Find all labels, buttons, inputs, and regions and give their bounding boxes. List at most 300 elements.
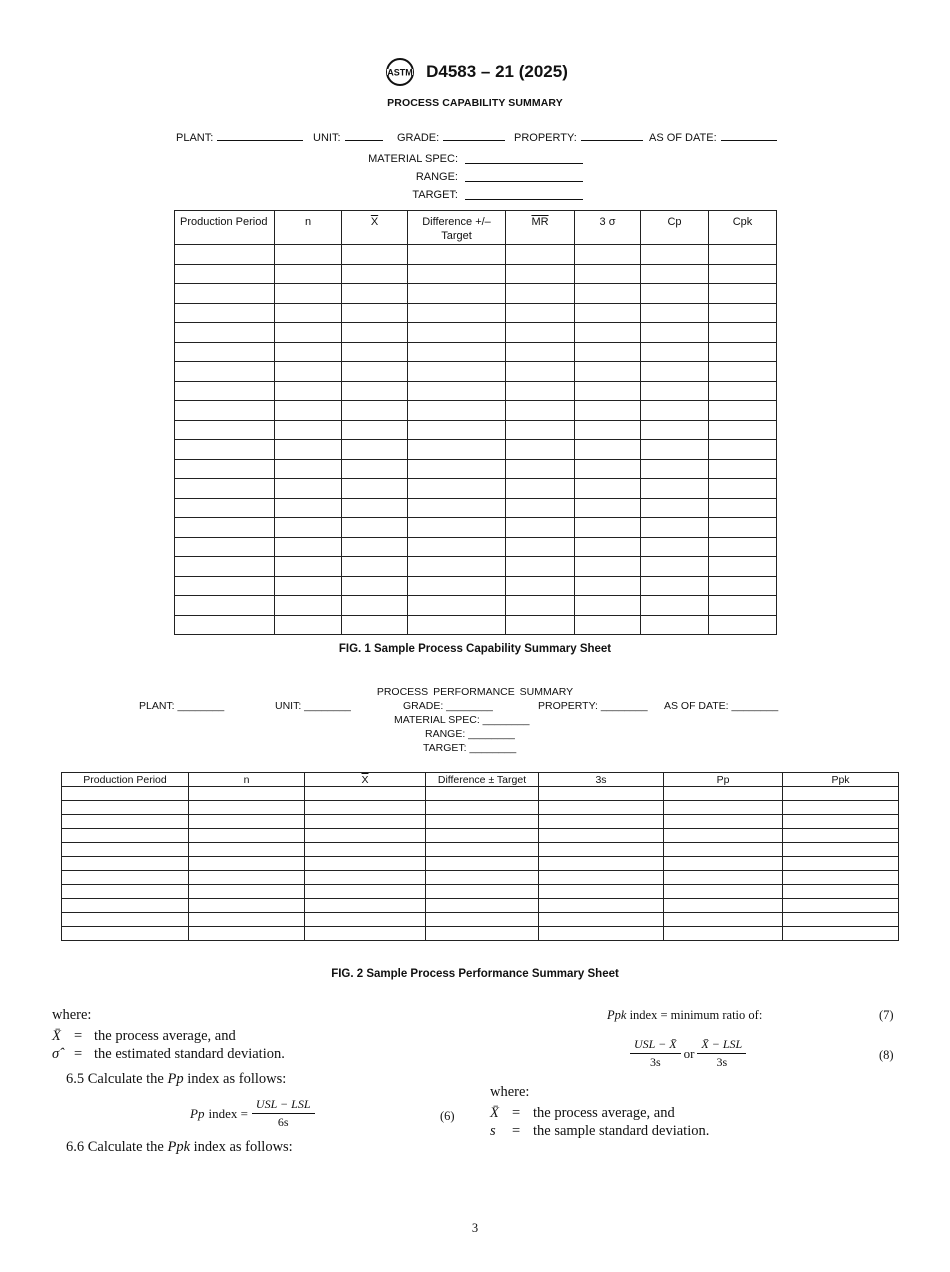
fig1-table-cell[interactable] [275, 498, 342, 518]
fig1-table-cell[interactable] [709, 381, 777, 401]
fig1-table-cell[interactable] [709, 245, 777, 265]
fig1-table-cell[interactable] [275, 245, 342, 265]
eq8-fraction-1 [630, 1037, 681, 1070]
fig1-table-cell[interactable] [709, 264, 777, 284]
fig1-table-cell[interactable] [408, 615, 506, 635]
fig2-table-row [62, 885, 899, 899]
fig1-table-cell[interactable] [575, 459, 641, 479]
fig1-table-cell[interactable] [342, 284, 408, 304]
fig2-as-of-date-field: AS OF DATE: ________ [664, 700, 779, 712]
fig2-table-cell[interactable] [426, 927, 539, 941]
fig2-table-cell[interactable] [783, 885, 899, 899]
fig2-table-cell[interactable] [664, 871, 783, 885]
fig2-grade-field: GRADE: ________ [403, 700, 493, 712]
eq6-denominator: 6s [277, 1115, 289, 1129]
fig2-table-cell[interactable] [305, 843, 426, 857]
def4-text: the sample standard deviation. [533, 1123, 710, 1139]
section-6-5-index: Pp [167, 1071, 184, 1087]
fig1-table-cell[interactable] [342, 576, 408, 596]
fig1-table-cell[interactable] [342, 245, 408, 265]
fig1-table-cell[interactable] [175, 245, 275, 265]
fig1-table-cell[interactable] [641, 420, 709, 440]
fig1-table-cell[interactable] [709, 440, 777, 460]
fig1-range-label: RANGE: [415, 171, 458, 183]
eq8-numerator-2: X̄ − LSL [697, 1037, 746, 1054]
fig1-table-cell[interactable] [506, 284, 575, 304]
eq8-or: or [683, 1045, 695, 1061]
fig2-table-cell[interactable] [426, 871, 539, 885]
fig2-table-cell[interactable] [539, 857, 664, 871]
fig1-table-cell[interactable] [575, 518, 641, 538]
fig1-table-cell[interactable] [342, 362, 408, 382]
fig2-col-production-period: Production Period [62, 773, 189, 787]
fig1-table-cell[interactable] [275, 303, 342, 323]
fig2-table-cell[interactable] [664, 829, 783, 843]
fig1-table-row [175, 576, 777, 596]
fig1-table-cell[interactable] [641, 557, 709, 577]
fig2-table-cell[interactable] [539, 913, 664, 927]
fig1-table-cell[interactable] [506, 342, 575, 362]
eq8-numerator-1: USL − X̄ [630, 1037, 681, 1054]
fig1-table-cell[interactable] [275, 596, 342, 616]
fig1-table-cell[interactable] [575, 401, 641, 421]
fig2-table-cell[interactable] [664, 815, 783, 829]
fig2-table-cell[interactable] [539, 829, 664, 843]
fig1-table-cell[interactable] [506, 498, 575, 518]
fig2-table-cell[interactable] [189, 815, 305, 829]
fig2-table-cell[interactable] [189, 787, 305, 801]
fig1-table-cell[interactable] [175, 284, 275, 304]
fig1-table-cell[interactable] [641, 615, 709, 635]
fig2-table-row [62, 843, 899, 857]
fig1-table-cell[interactable] [408, 518, 506, 538]
fig1-table-cell[interactable] [175, 420, 275, 440]
fig1-table-cell[interactable] [275, 537, 342, 557]
fig1-table-cell[interactable] [175, 303, 275, 323]
fig1-table-cell[interactable] [408, 303, 506, 323]
fig2-table-cell[interactable] [539, 843, 664, 857]
fig2-table-cell[interactable] [305, 899, 426, 913]
fig1-table-cell[interactable] [575, 245, 641, 265]
fig2-col-n: n [189, 773, 305, 787]
fig1-table-cell[interactable] [175, 381, 275, 401]
fig2-table-cell[interactable] [426, 899, 539, 913]
fig1-table-cell[interactable] [506, 264, 575, 284]
fig1-as-of-date-label: AS OF DATE: [649, 132, 717, 144]
fig1-table-cell[interactable] [575, 303, 641, 323]
fig2-col-xbar [305, 773, 426, 787]
fig1-table-cell[interactable] [175, 518, 275, 538]
fig2-property-field: PROPERTY: ________ [538, 700, 648, 712]
fig1-table-cell[interactable] [641, 479, 709, 499]
eq8-fraction-2 [697, 1037, 746, 1070]
fig2-table-cell[interactable] [189, 829, 305, 843]
fig2-table-cell[interactable] [305, 857, 426, 871]
fig1-table-cell[interactable] [175, 596, 275, 616]
fig1-table-cell[interactable] [275, 459, 342, 479]
fig1-table-cell[interactable] [275, 323, 342, 343]
fig2-table-cell[interactable] [664, 899, 783, 913]
fig1-table-cell[interactable] [275, 615, 342, 635]
fig1-table-cell[interactable] [175, 576, 275, 596]
section-6-6-post: index as follows: [193, 1139, 293, 1155]
fig1-table-cell[interactable] [709, 498, 777, 518]
fig1-table-cell[interactable] [275, 576, 342, 596]
fig1-table-cell[interactable] [641, 537, 709, 557]
fig2-table-cell[interactable] [539, 815, 664, 829]
fig1-table-cell[interactable] [641, 323, 709, 343]
fig2-table-cell[interactable] [539, 885, 664, 899]
fig1-table-cell[interactable] [408, 596, 506, 616]
fig2-table-cell[interactable] [783, 927, 899, 941]
fig1-table-cell[interactable] [575, 479, 641, 499]
fig2-table-cell[interactable] [783, 913, 899, 927]
fig2-table-cell[interactable] [189, 927, 305, 941]
fig2-table-cell[interactable] [426, 815, 539, 829]
fig1-table-row [175, 615, 777, 635]
fig2-table-cell[interactable] [305, 815, 426, 829]
fig1-table-cell[interactable] [175, 498, 275, 518]
fig1-table-cell[interactable] [709, 284, 777, 304]
fig2-table-cell[interactable] [426, 857, 539, 871]
fig2-table-cell[interactable] [189, 843, 305, 857]
fig1-table-cell[interactable] [175, 264, 275, 284]
eq6-number: (6) [440, 1109, 455, 1123]
fig2-table-cell[interactable] [426, 801, 539, 815]
fig1-table-cell[interactable] [709, 479, 777, 499]
fig1-table-cell[interactable] [641, 459, 709, 479]
equation-8 [630, 1037, 746, 1070]
section-6-5 [66, 1071, 286, 1088]
fig1-table-cell[interactable] [709, 615, 777, 635]
fig1-table-cell[interactable] [342, 615, 408, 635]
fig2-range-field: RANGE: ________ [425, 728, 515, 740]
fig2-table-cell[interactable] [783, 899, 899, 913]
fig1-table-cell[interactable] [275, 362, 342, 382]
fig1-table-cell[interactable] [175, 479, 275, 499]
fig1-table-cell[interactable] [408, 537, 506, 557]
fig1-table-cell[interactable] [342, 557, 408, 577]
fig2-table-cell[interactable] [664, 787, 783, 801]
fig1-table-cell[interactable] [342, 479, 408, 499]
fig2-table-cell[interactable] [189, 885, 305, 899]
fig1-table-cell[interactable] [342, 303, 408, 323]
fig1-table-cell[interactable] [342, 323, 408, 343]
fig2-table-cell[interactable] [305, 787, 426, 801]
fig1-table-cell[interactable] [641, 596, 709, 616]
fig2-table-cell[interactable] [189, 857, 305, 871]
fig1-table-cell[interactable] [275, 440, 342, 460]
fig1-table-cell[interactable] [408, 459, 506, 479]
fig2-table-cell[interactable] [305, 885, 426, 899]
fig1-table-cell[interactable] [575, 440, 641, 460]
fig1-table-cell[interactable] [641, 264, 709, 284]
fig2-table-cell[interactable] [783, 787, 899, 801]
fig2-plant-field: PLANT: ________ [139, 700, 225, 712]
fig1-table-cell[interactable] [408, 498, 506, 518]
fig1-table-cell[interactable] [342, 401, 408, 421]
fig1-table-cell[interactable] [408, 576, 506, 596]
fig1-table-cell[interactable] [575, 615, 641, 635]
fig1-table-cell[interactable] [175, 342, 275, 362]
fig1-table-cell[interactable] [408, 284, 506, 304]
fig1-table-cell[interactable] [709, 537, 777, 557]
fig1-table-cell[interactable] [709, 518, 777, 538]
fig2-table-cell[interactable] [189, 899, 305, 913]
fig1-table-cell[interactable] [342, 459, 408, 479]
fig1-table-cell[interactable] [275, 381, 342, 401]
fig1-table-cell[interactable] [709, 303, 777, 323]
fig1-table-cell[interactable] [342, 264, 408, 284]
fig1-table-cell[interactable] [575, 323, 641, 343]
fig1-table-cell[interactable] [175, 459, 275, 479]
fig1-table-cell[interactable] [575, 596, 641, 616]
fig1-plant-label: PLANT: [176, 132, 214, 144]
fig1-table-cell[interactable] [408, 420, 506, 440]
eq6-lhs-text: index = [208, 1105, 248, 1121]
fig1-table-cell[interactable] [641, 245, 709, 265]
fig1-table-cell[interactable] [506, 303, 575, 323]
fig2-table-cell[interactable] [426, 843, 539, 857]
fig1-table-cell[interactable] [342, 498, 408, 518]
fig1-table-cell[interactable] [575, 537, 641, 557]
fig1-table-cell[interactable] [408, 264, 506, 284]
fig1-unit-label: UNIT: [313, 132, 341, 144]
fig1-table-cell[interactable] [641, 440, 709, 460]
fig1-table-cell[interactable] [709, 342, 777, 362]
fig1-table-cell[interactable] [342, 537, 408, 557]
fig2-table-cell[interactable] [305, 927, 426, 941]
fig1-table-cell[interactable] [408, 245, 506, 265]
fig1-table-cell[interactable] [506, 323, 575, 343]
fig1-col-3sigma: 3 σ [575, 211, 641, 245]
fig1-table-cell[interactable] [575, 381, 641, 401]
fig1-table-cell[interactable] [506, 381, 575, 401]
fig1-table-row [175, 420, 777, 440]
fig2-table-cell[interactable] [426, 787, 539, 801]
fig1-table-cell[interactable] [506, 459, 575, 479]
fig1-table-cell[interactable] [408, 479, 506, 499]
fig2-table-cell[interactable] [426, 913, 539, 927]
fig1-table [174, 210, 777, 635]
fig1-table-cell[interactable] [275, 557, 342, 577]
fig1-table-cell[interactable] [709, 557, 777, 577]
fig1-table-cell[interactable] [506, 479, 575, 499]
fig1-table-cell[interactable] [408, 440, 506, 460]
fig1-table-cell[interactable] [275, 401, 342, 421]
fig2-table-cell[interactable] [305, 801, 426, 815]
fig1-table-cell[interactable] [506, 518, 575, 538]
fig1-table-cell[interactable] [506, 537, 575, 557]
where2-label: where: [490, 1084, 530, 1100]
fig1-table-cell[interactable] [575, 362, 641, 382]
fig2-table-cell[interactable] [664, 843, 783, 857]
fig1-col-cp: Cp [641, 211, 709, 245]
fig2-table-cell[interactable] [62, 843, 189, 857]
fig2-unit-field: UNIT: ________ [275, 700, 351, 712]
fig1-table-cell[interactable] [641, 381, 709, 401]
fig1-col-mr-label: $\overline{MR}$ [531, 216, 549, 228]
fig1-table-cell[interactable] [641, 518, 709, 538]
fig1-table-cell[interactable] [408, 401, 506, 421]
fig2-table-cell[interactable] [664, 885, 783, 899]
fig1-table-cell[interactable] [175, 615, 275, 635]
fig1-table-cell[interactable] [342, 440, 408, 460]
fig1-table-cell[interactable] [342, 342, 408, 362]
fig1-table-cell[interactable] [175, 362, 275, 382]
fig2-table-cell[interactable] [426, 885, 539, 899]
def3-symbol: X̄ [490, 1105, 499, 1121]
def1-equals: = [74, 1028, 83, 1044]
fig1-table-cell[interactable] [641, 498, 709, 518]
fig1-table-row [175, 303, 777, 323]
fig1-table-cell[interactable] [709, 596, 777, 616]
fig1-table-row [175, 479, 777, 499]
fig1-col-xbar-label: $\overline{X}$ [370, 216, 379, 228]
fig1-table-cell[interactable] [175, 537, 275, 557]
fig2-table-cell[interactable] [62, 913, 189, 927]
fig2-table-cell[interactable] [62, 857, 189, 871]
fig2-table-cell[interactable] [783, 843, 899, 857]
fig2-table-cell[interactable] [539, 871, 664, 885]
fig1-table-cell[interactable] [575, 420, 641, 440]
fig2-table-cell[interactable] [62, 801, 189, 815]
fig1-table-cell[interactable] [641, 576, 709, 596]
fig2-table-cell[interactable] [783, 815, 899, 829]
fig1-table-cell[interactable] [175, 401, 275, 421]
fig2-table-cell[interactable] [62, 885, 189, 899]
fig2-table-cell[interactable] [62, 871, 189, 885]
fig1-col-xbar [342, 211, 408, 245]
fig2-title: PROCESS PERFORMANCE SUMMARY [376, 686, 574, 698]
fig1-table-cell[interactable] [275, 264, 342, 284]
fig2-table-row [62, 913, 899, 927]
fig2-table-cell[interactable] [189, 801, 305, 815]
fig1-table-cell[interactable] [506, 362, 575, 382]
fig2-table-cell[interactable] [664, 913, 783, 927]
fig2-table-cell[interactable] [426, 829, 539, 843]
fig2-table-cell[interactable] [189, 913, 305, 927]
fig2-col-xbar-label: $\overline{X}$ [361, 773, 369, 786]
fig1-table-cell[interactable] [575, 284, 641, 304]
fig1-table-cell[interactable] [641, 401, 709, 421]
fig1-table-cell[interactable] [575, 264, 641, 284]
fig1-table-cell[interactable] [641, 342, 709, 362]
fig1-table-row [175, 537, 777, 557]
fig1-table-cell[interactable] [575, 342, 641, 362]
fig2-table-cell[interactable] [539, 899, 664, 913]
fig2-table-cell[interactable] [539, 801, 664, 815]
fig2-table-cell[interactable] [783, 857, 899, 871]
fig1-table-cell[interactable] [506, 615, 575, 635]
fig1-table-cell[interactable] [641, 284, 709, 304]
fig1-table-cell[interactable] [506, 245, 575, 265]
fig1-range-line [465, 181, 583, 182]
fig2-table-cell[interactable] [305, 829, 426, 843]
fig2-table-cell[interactable] [189, 871, 305, 885]
eq7-number: (7) [879, 1008, 894, 1022]
fig1-table-row [175, 362, 777, 382]
fig1-table-cell[interactable] [575, 498, 641, 518]
designation: D4583 – 21 (2025) [426, 62, 568, 81]
fig1-table-cell[interactable] [506, 401, 575, 421]
fig1-table-cell[interactable] [575, 557, 641, 577]
fig2-col-difference: Difference ± Target [426, 773, 539, 787]
fig1-table-cell[interactable] [275, 420, 342, 440]
fig2-table-cell[interactable] [62, 787, 189, 801]
fig2-table-cell[interactable] [305, 913, 426, 927]
fig1-table-cell[interactable] [275, 479, 342, 499]
fig1-table-row [175, 401, 777, 421]
fig2-table-cell[interactable] [62, 815, 189, 829]
def3-text: the process average, and [533, 1105, 675, 1121]
fig2-table-cell[interactable] [62, 927, 189, 941]
fig1-table-cell[interactable] [408, 323, 506, 343]
fig1-table-cell[interactable] [275, 342, 342, 362]
fig1-table-cell[interactable] [275, 284, 342, 304]
fig2-table-cell[interactable] [539, 787, 664, 801]
fig1-table-cell[interactable] [506, 420, 575, 440]
fig1-table-cell[interactable] [175, 440, 275, 460]
fig2-table-cell[interactable] [62, 829, 189, 843]
fig1-table-cell[interactable] [575, 576, 641, 596]
fig2-col-3s: 3s [539, 773, 664, 787]
def4-symbol: s [490, 1123, 496, 1139]
fig1-table-cell[interactable] [709, 362, 777, 382]
fig1-table-cell[interactable] [709, 401, 777, 421]
fig1-table-cell[interactable] [275, 518, 342, 538]
astm-logo-icon [382, 56, 418, 88]
fig1-table-cell[interactable] [709, 459, 777, 479]
eq8-denominator-1: 3s [649, 1055, 661, 1069]
fig2-table-cell[interactable] [664, 801, 783, 815]
fig2-table-cell[interactable] [664, 927, 783, 941]
fig2-table-cell[interactable] [62, 899, 189, 913]
fig1-target-line [465, 199, 583, 200]
fig1-table-cell[interactable] [709, 323, 777, 343]
fig2-table-body [62, 787, 899, 941]
fig1-table-cell[interactable] [709, 576, 777, 596]
fig1-table-cell[interactable] [408, 381, 506, 401]
fig1-table-cell[interactable] [175, 557, 275, 577]
fig1-table-cell[interactable] [408, 362, 506, 382]
fig1-table-cell[interactable] [408, 557, 506, 577]
fig2-table-cell[interactable] [783, 801, 899, 815]
fig1-table-cell[interactable] [641, 303, 709, 323]
fig1-table-cell[interactable] [506, 576, 575, 596]
fig2-table-cell[interactable] [664, 857, 783, 871]
fig1-table-cell[interactable] [342, 596, 408, 616]
fig1-table-cell[interactable] [408, 342, 506, 362]
fig1-table-cell[interactable] [709, 420, 777, 440]
fig2-table-cell[interactable] [783, 829, 899, 843]
fig1-table-cell[interactable] [175, 323, 275, 343]
fig1-table-row [175, 498, 777, 518]
eq7-text: index = minimum ratio of: [629, 1008, 763, 1022]
fig2-table-cell[interactable] [539, 927, 664, 941]
fig1-table-cell[interactable] [342, 381, 408, 401]
fig2-table-cell[interactable] [783, 871, 899, 885]
fig1-caption: FIG. 1 Sample Process Capability Summary Sheet [338, 643, 612, 655]
fig1-property-field [514, 131, 643, 144]
fig1-table-cell[interactable] [506, 440, 575, 460]
fig1-table-cell[interactable] [506, 596, 575, 616]
fig1-table-cell[interactable] [342, 420, 408, 440]
fig1-table-cell[interactable] [506, 557, 575, 577]
fig1-table-cell[interactable] [641, 362, 709, 382]
fig1-table-cell[interactable] [342, 518, 408, 538]
fig2-table-cell[interactable] [305, 871, 426, 885]
